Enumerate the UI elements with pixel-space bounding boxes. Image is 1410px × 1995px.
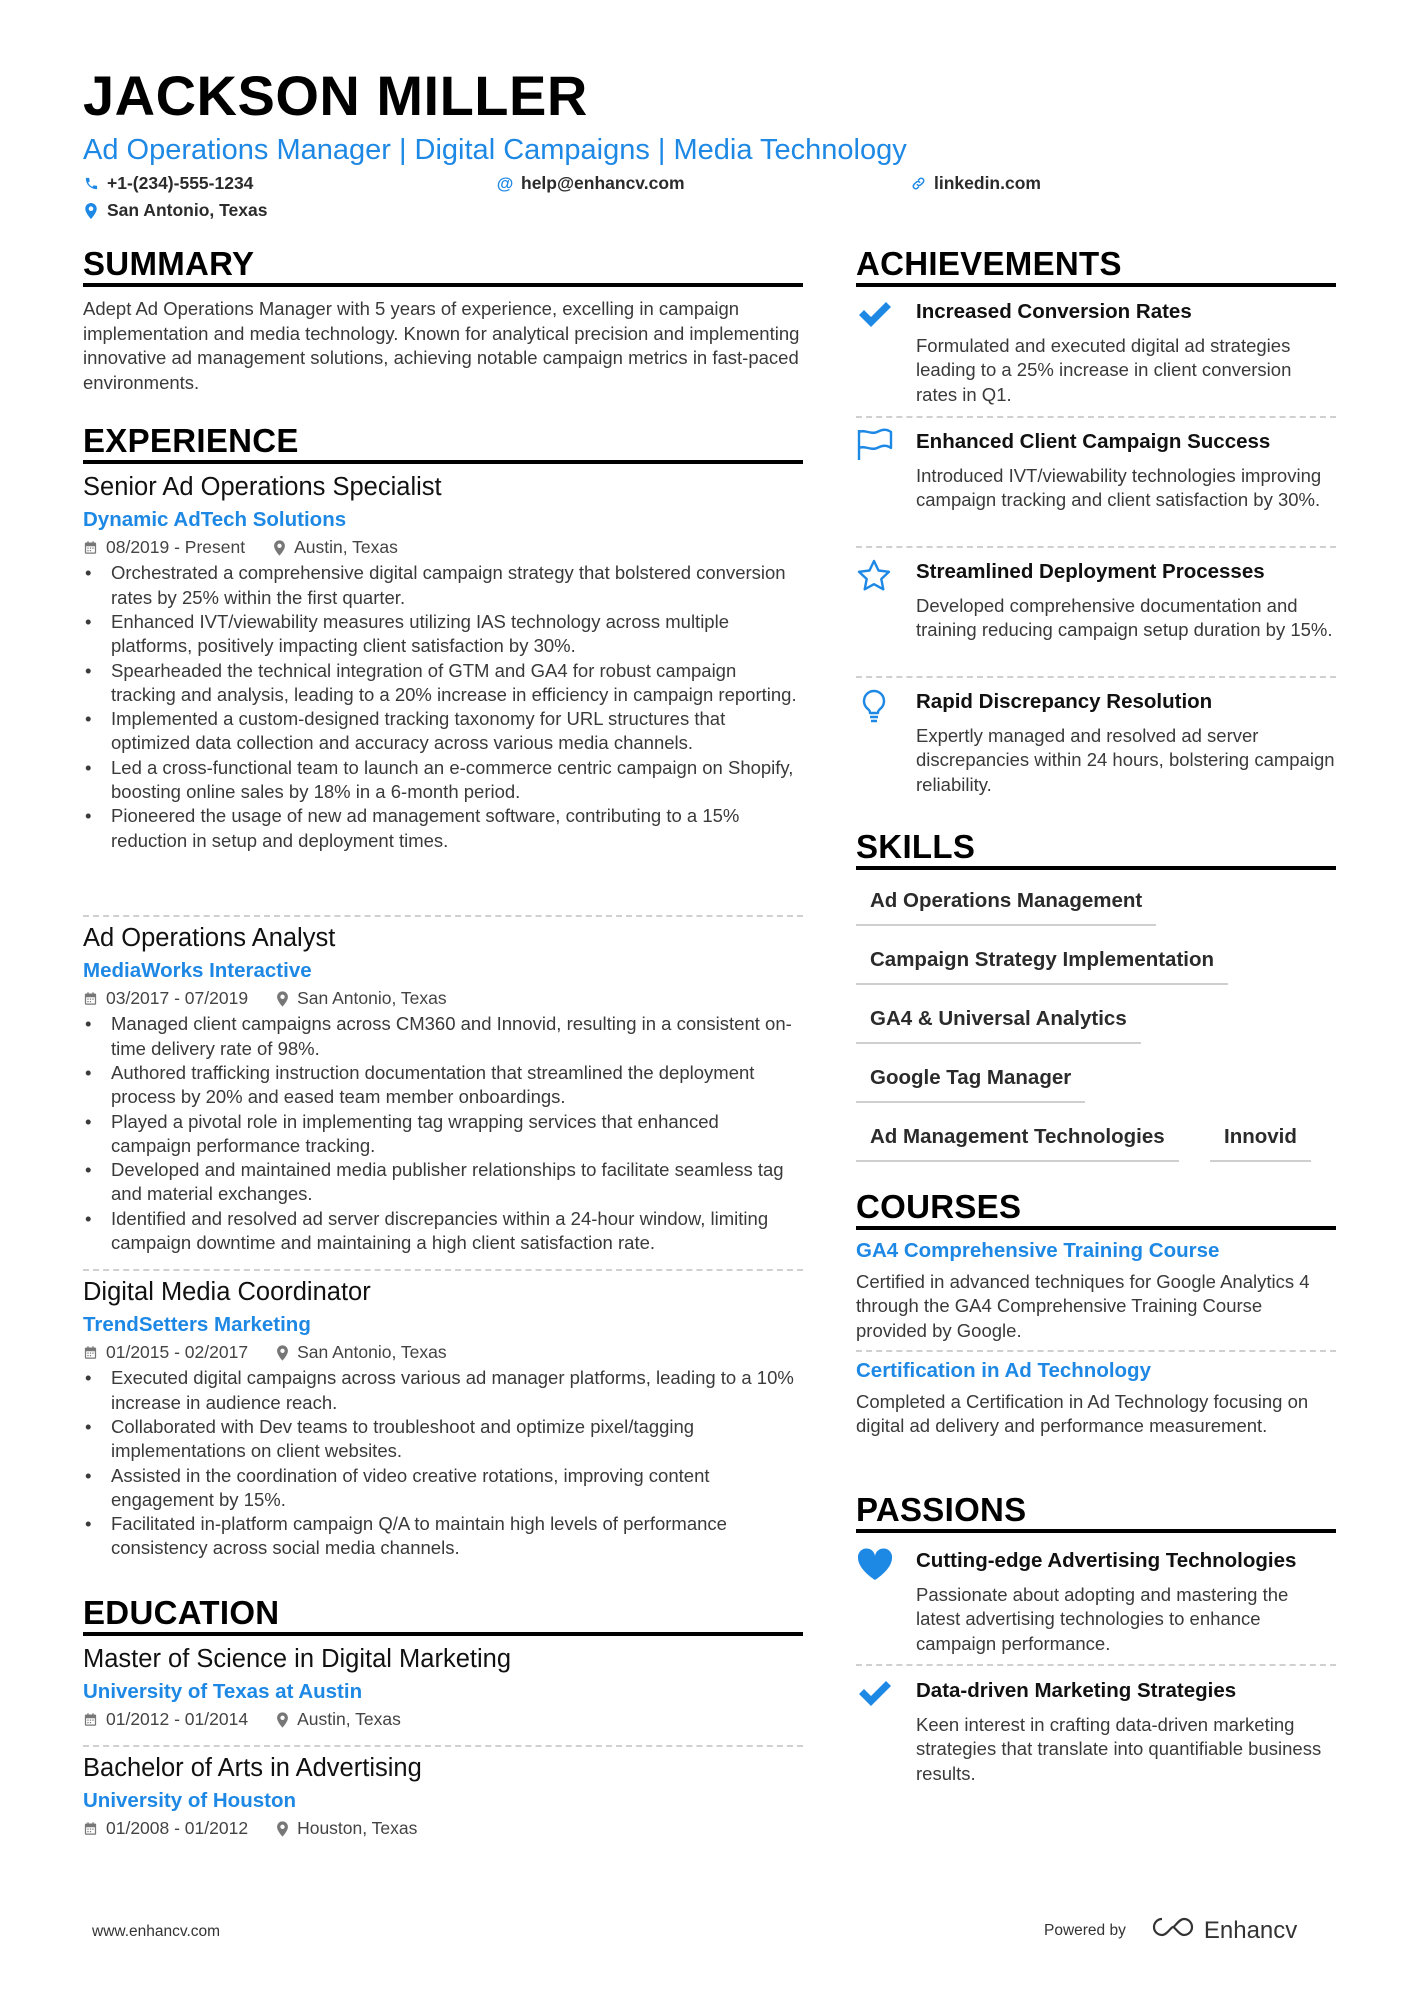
passions-heading: PASSIONS: [856, 1491, 1027, 1528]
divider: [856, 416, 1336, 418]
passion-desc: Keen interest in crafting data-driven marketing strategies that translate into quantifiable business results.: [916, 1714, 1322, 1784]
passions-rule: [856, 1529, 1336, 1533]
job-company: TrendSetters Marketing: [83, 1313, 311, 1337]
divider: [83, 1269, 803, 1271]
calendar-icon: [83, 540, 98, 555]
achievements-heading: ACHIEVEMENTS: [856, 245, 1122, 282]
location-pin-icon: [273, 540, 286, 556]
courses-rule: [856, 1226, 1336, 1230]
bullet-item: • Pioneered the usage of new ad management software, contributing to a 15% reduction in setup and deployment times.: [83, 804, 803, 853]
summary-text: Adept Ad Operations Manager with 5 years of experience, excelling in campaign implementation and media technology. Known for analytical precision and implementing innovative ad management solutions, achieving notable campaign metrics in fast-paced environments.: [83, 298, 800, 393]
education-location: [276, 1817, 418, 1838]
education-heading: EDUCATION: [83, 1594, 280, 1631]
flag-icon: [856, 428, 892, 464]
job-title: Ad Operations Analyst: [83, 924, 336, 952]
bullet-item: • Identified and resolved ad server discrepancies within a 24-hour window, limiting campaign downtime and maintaining a high client satisfaction rate.: [83, 1207, 803, 1256]
passion-title: Data-driven Marketing Strategies: [916, 1679, 1237, 1702]
courses-heading: COURSES: [856, 1188, 1022, 1225]
location-text: San Antonio, Texas: [107, 200, 268, 220]
job-meta: [83, 536, 803, 557]
headline: Ad Operations Manager | Digital Campaigns | Media Technology: [83, 134, 907, 166]
achievement-desc: Developed comprehensive documentation and training reducing campaign setup duration by 15%.: [916, 595, 1333, 641]
education-meta: [83, 1708, 803, 1729]
achievement-title: Enhanced Client Campaign Success: [916, 430, 1271, 453]
degree-title: Bachelor of Arts in Advertising: [83, 1754, 422, 1782]
footer-website[interactable]: www.enhancv.com: [92, 1923, 221, 1940]
job-location-text: Austin, Texas: [294, 536, 398, 557]
job-bullets: [83, 1366, 803, 1560]
job-title: Digital Media Coordinator: [83, 1278, 371, 1306]
location-pin-icon: [276, 991, 289, 1007]
skill-tag: GA4 & Universal Analytics: [856, 1009, 1141, 1044]
bullet-item: • Collaborated with Dev teams to troubleshoot and optimize pixel/tagging implementations on client websites.: [83, 1415, 803, 1464]
education-dates-text: 01/2012 - 01/2014: [106, 1708, 249, 1729]
bullet-item: • Authored trafficking instruction documentation that streamlined the deployment process by 20% and eased team member onboardings.: [83, 1061, 803, 1110]
passion-item: [856, 1677, 1336, 1787]
footer-brand: [1044, 1915, 1297, 1946]
bullet-item: • Executed digital campaigns across various ad manager platforms, leading to a 10% increase in audience reach.: [83, 1366, 803, 1415]
summary-heading: SUMMARY: [83, 245, 255, 282]
experience-heading: EXPERIENCE: [83, 422, 299, 459]
at-icon: @: [496, 174, 514, 194]
skill-tag: Innovid: [1210, 1127, 1311, 1162]
job-location-text: San Antonio, Texas: [297, 987, 447, 1008]
job-entry: [83, 1278, 803, 1561]
bullet-item: • Managed client campaigns across CM360 and Innovid, resulting in a consistent on-time delivery rate of 98%.: [83, 1012, 803, 1061]
education-dates: [83, 1708, 249, 1729]
bullet-item: • Played a pivotal role in implementing tag wrapping services that enhanced campaign performance tracking.: [83, 1110, 803, 1159]
achievement-desc: Formulated and executed digital ad strategies leading to a 25% increase in client conversion rates in Q1.: [916, 335, 1292, 405]
lightbulb-icon: [856, 688, 892, 724]
bullet-item: • Developed and maintained media publisher relationships to facilitate seamless tag and material exchanges.: [83, 1158, 803, 1207]
calendar-icon: [83, 991, 98, 1006]
course-desc: Completed a Certification in Ad Technology focusing on digital ad delivery and performance measurement.: [856, 1391, 1309, 1437]
course-desc: Certified in advanced techniques for Google Analytics 4 through the GA4 Comprehensive Training Course provided by Google.: [856, 1271, 1310, 1341]
divider: [856, 546, 1336, 548]
job-dates-text: 03/2017 - 07/2019: [106, 987, 249, 1008]
contact-linkedin[interactable]: [910, 175, 1041, 193]
bullet-item: • Facilitated in-platform campaign Q/A to maintain high levels of performance consistency across social media channels.: [83, 1512, 803, 1561]
job-bullets: [83, 1012, 803, 1255]
education-rule: [83, 1632, 803, 1636]
achievement-item: [856, 558, 1336, 668]
job-dates: [83, 987, 249, 1008]
job-dates: [83, 1341, 249, 1362]
achievement-item: [856, 688, 1336, 798]
job-location: [273, 536, 398, 557]
achievement-item: [856, 428, 1336, 538]
bullet-item: • Assisted in the coordination of video creative rotations, improving content engagement by 15%.: [83, 1464, 803, 1513]
summary-rule: [83, 283, 803, 287]
divider: [83, 1745, 803, 1747]
contact-location: [83, 202, 267, 220]
school-name: University of Texas at Austin: [83, 1680, 363, 1704]
divider: [856, 1350, 1336, 1352]
job-location-text: San Antonio, Texas: [297, 1341, 447, 1362]
bullet-item: • Implemented a custom-designed tracking taxonomy for URL structures that optimized data collection and accuracy across various media channels.: [83, 707, 803, 756]
email-text[interactable]: help@enhancv.com: [521, 173, 685, 193]
experience-rule: [83, 460, 803, 464]
linkedin-text[interactable]: linkedin.com: [934, 173, 1041, 193]
achievement-desc: Expertly managed and resolved ad server discrepancies within 24 hours, bolstering campaign reliability.: [916, 725, 1335, 795]
job-title: Senior Ad Operations Specialist: [83, 473, 442, 501]
job-dates-text: 08/2019 - Present: [106, 536, 246, 557]
passion-title: Cutting-edge Advertising Technologies: [916, 1549, 1297, 1572]
location-pin-icon: [276, 1712, 289, 1728]
education-dates-text: 01/2008 - 01/2012: [106, 1817, 249, 1838]
divider: [856, 676, 1336, 678]
education-dates: [83, 1817, 249, 1838]
job-location: [276, 1341, 447, 1362]
job-entry: [83, 473, 803, 853]
job-dates-text: 01/2015 - 02/2017: [106, 1341, 249, 1362]
calendar-icon: [83, 1345, 98, 1360]
phone-icon: [83, 176, 99, 192]
job-company: Dynamic AdTech Solutions: [83, 508, 347, 532]
contact-email[interactable]: [497, 175, 685, 193]
job-location: [276, 987, 447, 1008]
bullet-item: • Led a cross-functional team to launch an e-commerce centric campaign on Shopify, boosting online sales by 18% in a 6-month period.: [83, 756, 803, 805]
phone-text: +1-(234)-555-1234: [107, 173, 254, 193]
achievements-rule: [856, 283, 1336, 287]
candidate-name: JACKSON MILLER: [83, 64, 588, 127]
skills-heading: SKILLS: [856, 828, 976, 865]
link-icon: [910, 176, 926, 192]
location-pin-icon: [276, 1821, 289, 1837]
skills-rule: [856, 866, 1336, 870]
achievement-desc: Introduced IVT/viewability technologies improving campaign tracking and client satisfaction by 30%.: [916, 465, 1322, 511]
skill-tag: Campaign Strategy Implementation: [856, 950, 1228, 985]
education-location: [276, 1708, 401, 1729]
bullet-item: • Spearheaded the technical integration of GTM and GA4 for robust campaign tracking and analysis, leading to a 20% increase in efficiency in campaign reporting.: [83, 659, 803, 708]
job-entry: [83, 924, 803, 1255]
education-entry: [83, 1754, 803, 1837]
bullet-item: • Orchestrated a comprehensive digital campaign strategy that bolstered conversion rates by 25% within the first quarter.: [83, 561, 803, 610]
divider: [856, 1664, 1336, 1666]
heart-icon: [856, 1547, 892, 1583]
skill-tag: Ad Operations Management: [856, 891, 1156, 926]
location-pin-icon: [276, 1345, 289, 1361]
education-entry: [83, 1645, 803, 1728]
achievement-title: Increased Conversion Rates: [916, 300, 1192, 323]
star-icon: [856, 558, 892, 594]
skill-tag: Google Tag Manager: [856, 1068, 1085, 1103]
education-location-text: Austin, Texas: [297, 1708, 401, 1729]
education-location-text: Houston, Texas: [297, 1817, 418, 1838]
calendar-icon: [83, 1821, 98, 1836]
skill-tag: Ad Management Technologies: [856, 1127, 1179, 1162]
enhancv-logo[interactable]: [1150, 1915, 1297, 1946]
enhancv-logo-icon: [1150, 1915, 1196, 1946]
job-meta: [83, 987, 803, 1008]
contact-phone: [83, 175, 253, 193]
achievement-title: Streamlined Deployment Processes: [916, 560, 1265, 583]
school-name: University of Houston: [83, 1789, 296, 1813]
check-icon: [856, 298, 892, 334]
course-title: Certification in Ad Technology: [856, 1359, 1151, 1382]
enhancv-logo-text: Enhancv: [1203, 1916, 1298, 1944]
check-icon: [856, 1677, 892, 1713]
degree-title: Master of Science in Digital Marketing: [83, 1645, 512, 1673]
job-bullets: [83, 561, 803, 853]
divider: [83, 915, 803, 917]
job-dates: [83, 536, 246, 557]
passion-desc: Passionate about adopting and mastering the latest advertising technologies to enhance campaign performance.: [916, 1584, 1289, 1654]
achievement-item: [856, 298, 1336, 408]
passion-item: [856, 1547, 1336, 1657]
job-company: MediaWorks Interactive: [83, 959, 312, 983]
job-meta: [83, 1341, 803, 1362]
location-pin-icon: [83, 203, 99, 219]
bullet-item: • Enhanced IVT/viewability measures utilizing IAS technology across multiple platforms, positively impacting client satisfaction by 30%.: [83, 610, 803, 659]
education-meta: [83, 1817, 803, 1838]
calendar-icon: [83, 1712, 98, 1727]
powered-by-text: Powered by: [1044, 1921, 1126, 1939]
course-title: GA4 Comprehensive Training Course: [856, 1239, 1220, 1262]
achievement-title: Rapid Discrepancy Resolution: [916, 690, 1213, 713]
